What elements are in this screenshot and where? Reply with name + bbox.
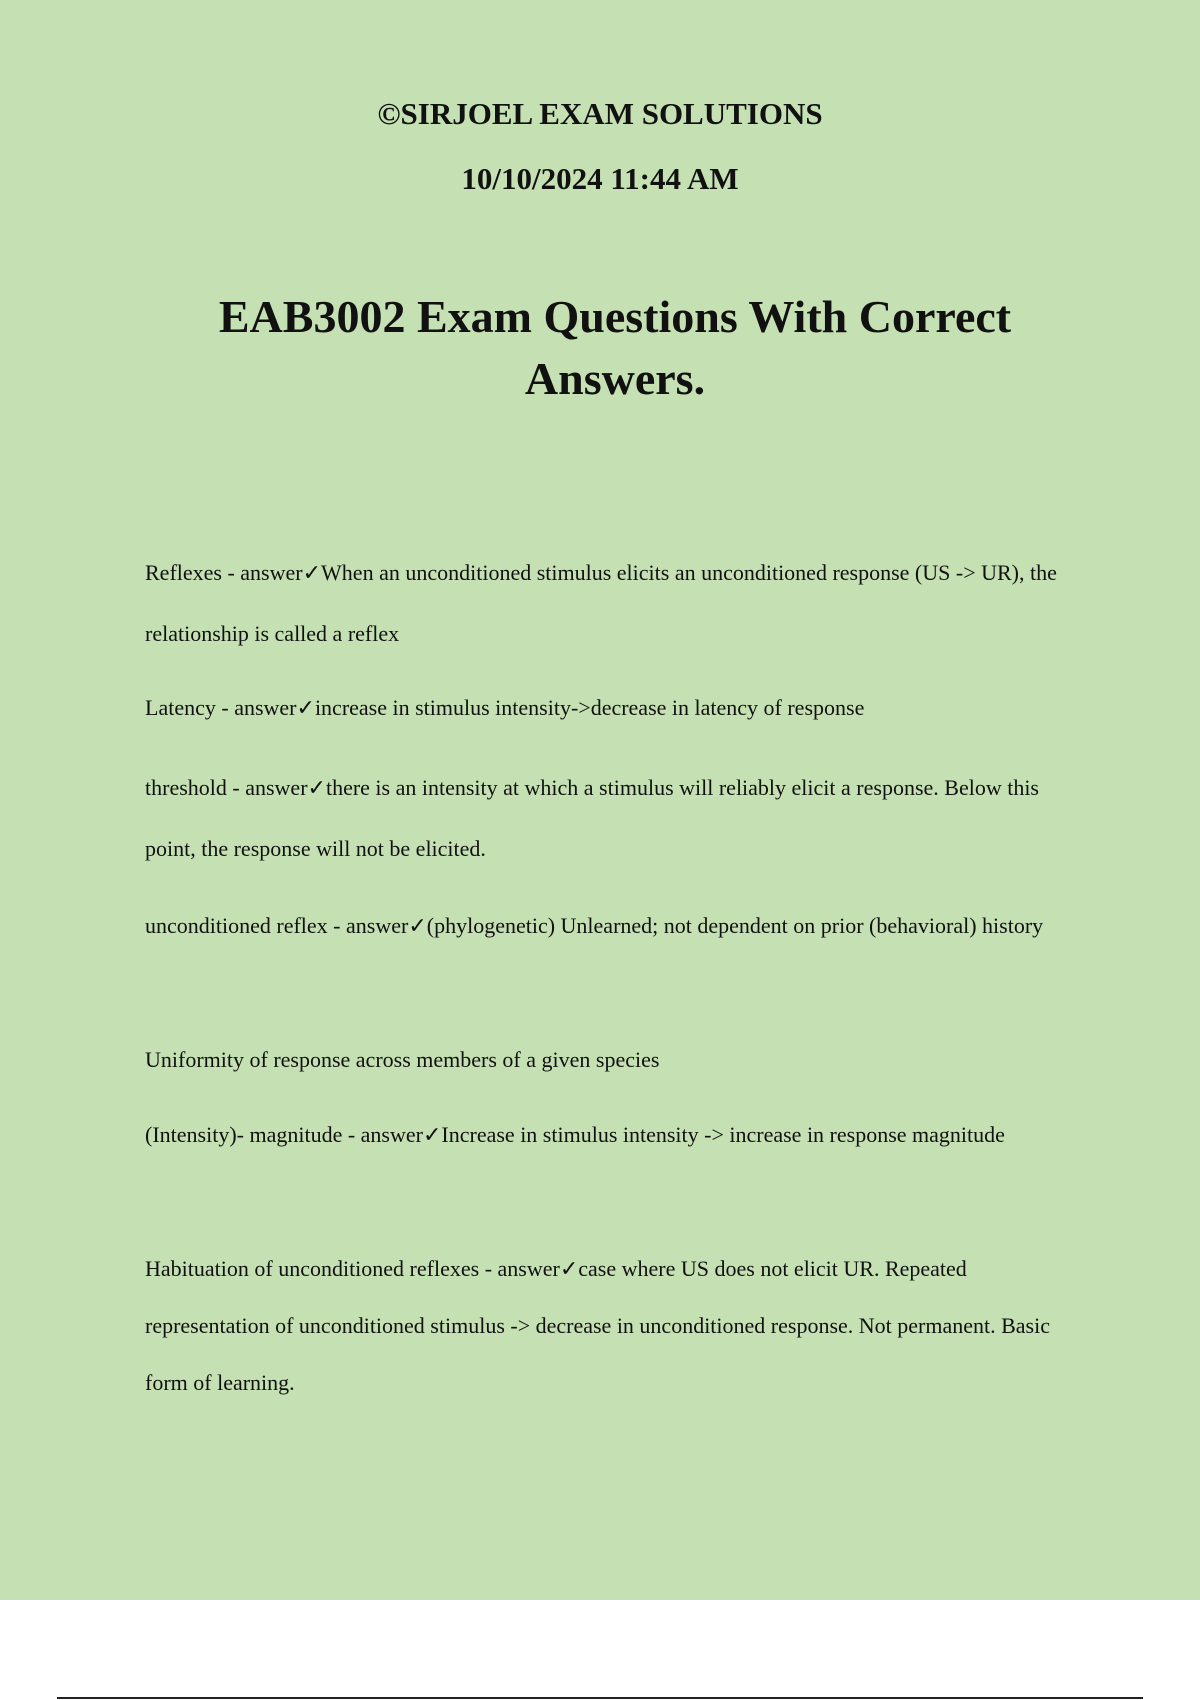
qa-separator: - bbox=[221, 560, 241, 585]
answer-label: answer bbox=[346, 913, 409, 938]
qa-answer: Increase in stimulus intensity -> increase in response magnitude bbox=[441, 1122, 1005, 1147]
qa-answer: case where US does not elicit UR. Repeated representation of unconditioned stimulus -> decrease in unconditioned response. Not permanent. Basic form of learning. bbox=[145, 1256, 1050, 1395]
checkmark-icon: ✓ bbox=[302, 560, 322, 585]
qa-item-reflexes bbox=[145, 542, 1095, 664]
qa-text: Uniformity of response across members of a given species bbox=[145, 1047, 660, 1072]
checkmark-icon: ✓ bbox=[307, 775, 326, 800]
qa-separator: - bbox=[327, 913, 346, 938]
checkmark-icon: ✓ bbox=[408, 913, 427, 938]
header-brand: ©SIRJOEL EXAM SOLUTIONS bbox=[377, 96, 823, 131]
checkmark-icon: ✓ bbox=[296, 695, 315, 720]
answer-label: answer bbox=[245, 775, 308, 800]
qa-term: Latency bbox=[145, 695, 216, 720]
qa-term: Reflexes bbox=[145, 560, 222, 585]
answer-label: answer bbox=[497, 1256, 560, 1281]
answer-label: answer bbox=[360, 1122, 423, 1147]
qa-term: Habituation of unconditioned reflexes bbox=[145, 1256, 480, 1281]
checkmark-icon: ✓ bbox=[422, 1122, 442, 1147]
header-datetime: 10/10/2024 11:44 AM bbox=[461, 161, 739, 196]
qa-item-magnitude bbox=[145, 1104, 1095, 1165]
qa-separator: - bbox=[342, 1122, 361, 1147]
answer-label: answer bbox=[240, 560, 303, 585]
qa-term: (Intensity)- magnitude bbox=[145, 1122, 343, 1147]
qa-answer: there is an intensity at which a stimulus will reliably elicit a response. Below this point, the response will not be elicited. bbox=[145, 775, 1039, 861]
qa-item-unconditioned-reflex bbox=[145, 895, 1095, 956]
qa-term: threshold bbox=[145, 775, 227, 800]
answer-label: answer bbox=[234, 695, 297, 720]
qa-item-threshold bbox=[145, 757, 1095, 879]
page-divider bbox=[57, 1697, 1143, 1699]
qa-item-uniformity bbox=[145, 1029, 1095, 1090]
qa-item-habituation bbox=[145, 1240, 1095, 1411]
qa-answer: (phylogenetic) Unlearned; not dependent on prior (behavioral) history bbox=[426, 913, 1044, 938]
qa-separator: - bbox=[479, 1256, 498, 1281]
qa-answer: When an unconditioned stimulus elicits an unconditioned response (US -> UR), the relationship is called a reflex bbox=[145, 560, 1057, 646]
qa-answer: increase in stimulus intensity->decrease in latency of response bbox=[314, 695, 865, 720]
qa-separator: - bbox=[226, 775, 246, 800]
document-title: EAB3002 Exam Questions With Correct Answers. bbox=[218, 291, 1012, 404]
qa-term: unconditioned reflex bbox=[145, 913, 328, 938]
qa-item-latency bbox=[145, 677, 1095, 738]
qa-separator: - bbox=[215, 695, 235, 720]
checkmark-icon: ✓ bbox=[559, 1256, 579, 1281]
